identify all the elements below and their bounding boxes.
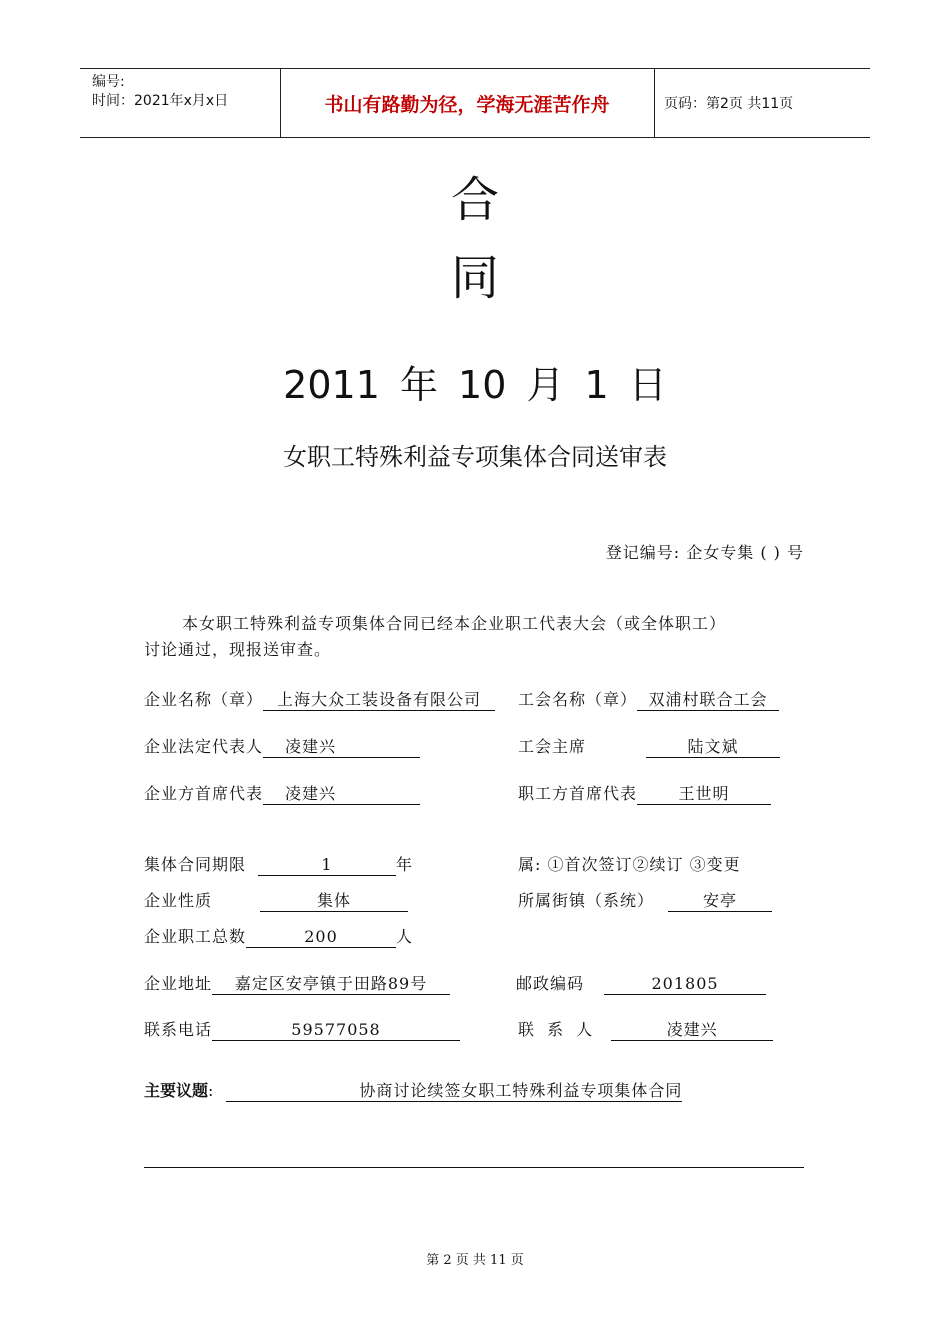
company-chief-value	[263, 784, 420, 805]
postcode-row	[516, 973, 766, 995]
phone-value: 59577058	[212, 1020, 460, 1041]
term-row	[144, 854, 413, 876]
contract-type: 属: ①首次签订②续订 ③变更	[518, 855, 741, 874]
term-unit: 年	[396, 855, 414, 874]
header-divider	[654, 69, 655, 137]
postcode-value: 201805	[604, 974, 766, 995]
union-chair-row	[518, 736, 780, 758]
contact-row	[518, 1019, 773, 1041]
title-line-1: 合	[450, 172, 499, 228]
union-chair-label: 工会主席	[518, 737, 587, 756]
contact-label: 联 系 人	[518, 1020, 594, 1039]
worker-chief-label: 职工方首席代表	[518, 784, 638, 803]
district-value: 安亭	[668, 891, 772, 912]
legal-rep-value	[263, 737, 420, 758]
legal-rep-name: 凌建兴	[285, 737, 337, 756]
registration-number: 登记编号: 企女专集 ( ) 号	[605, 543, 804, 562]
union-name-label: 工会名称（章）	[518, 690, 638, 709]
nature-label: 企业性质	[144, 891, 213, 910]
agenda-value: 协商讨论续签女职工特殊利益专项集体合同	[226, 1081, 682, 1102]
term-label: 集体合同期限	[144, 855, 247, 874]
agenda-colon: :	[208, 1081, 215, 1100]
union-name-row	[518, 689, 779, 711]
employees-label: 企业职工总数	[144, 927, 247, 946]
page-footer: 第 2 页 共 11 页	[426, 1253, 524, 1268]
company-chief-row	[144, 783, 420, 805]
worker-chief-value: 王世明	[637, 784, 771, 805]
employees-value: 200	[246, 927, 396, 948]
nature-value: 集体	[260, 891, 408, 912]
company-name-row	[144, 689, 495, 711]
header-left	[92, 73, 228, 111]
title-line-2: 同	[450, 250, 499, 306]
company-chief-label: 企业方首席代表	[144, 784, 264, 803]
nature-row	[144, 890, 408, 912]
agenda-blank-line	[144, 1167, 804, 1168]
company-name-value: 上海大众工装设备有限公司	[263, 690, 495, 711]
employees-unit: 人	[396, 927, 414, 946]
district-row	[518, 890, 772, 912]
contract-date: 2011 年 10 月 1 日	[283, 363, 667, 407]
phone-label: 联系电话	[144, 1020, 213, 1039]
address-value: 嘉定区安亭镇于田路89号	[212, 974, 450, 995]
union-chair-value: 陆文斌	[646, 737, 780, 758]
intro-line-1: 本女职工特殊利益专项集体合同已经本企业职工代表大会（或全体职工）	[182, 614, 727, 633]
term-value: 1	[258, 855, 396, 876]
header-motto: 书山有路勤为径，学海无涯苦作舟	[324, 93, 610, 116]
contact-value: 凌建兴	[611, 1020, 773, 1041]
worker-chief-row	[518, 783, 771, 805]
employees-row	[144, 926, 413, 948]
header-page-info: 页码：第2页 共11页	[664, 96, 794, 112]
agenda-row	[144, 1080, 682, 1102]
address-label: 企业地址	[144, 974, 213, 993]
union-name-value: 双浦村联合工会	[637, 690, 779, 711]
company-name-label: 企业名称（章）	[144, 690, 264, 709]
postcode-label: 邮政编码	[516, 974, 585, 993]
district-label: 所属街镇（系统）	[518, 891, 655, 910]
form-subtitle: 女职工特殊利益专项集体合同送审表	[283, 443, 667, 471]
phone-row	[144, 1019, 460, 1041]
company-chief-name: 凌建兴	[285, 784, 337, 803]
agenda-label: 主要议题	[144, 1081, 209, 1100]
header-table	[80, 68, 870, 138]
legal-rep-row	[144, 736, 420, 758]
address-row	[144, 973, 450, 995]
legal-rep-label: 企业法定代表人	[144, 737, 264, 756]
number-label: 编号:	[92, 74, 125, 90]
intro-line-2: 讨论通过，现报送审查。	[144, 640, 332, 659]
time-label: 时间：2021年x月x日	[92, 93, 229, 109]
